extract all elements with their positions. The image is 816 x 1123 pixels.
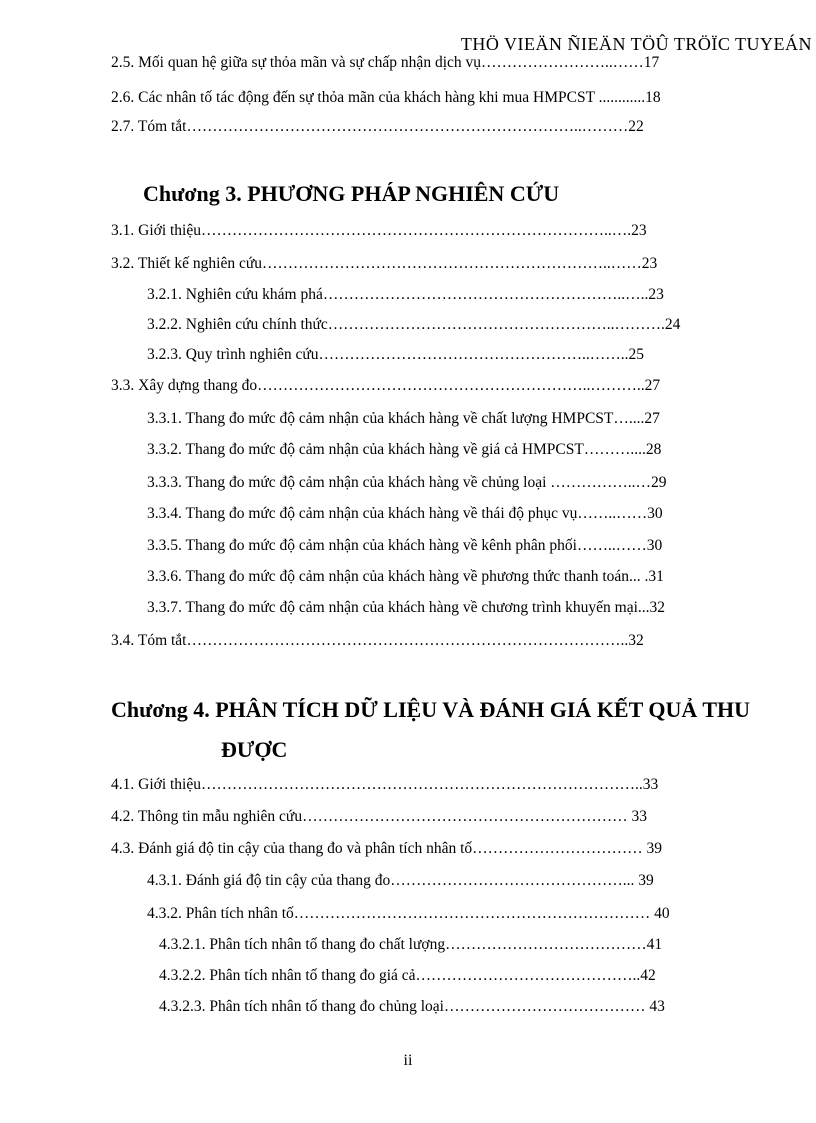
chapter-3-heading: Chương 3. PHƯƠNG PHÁP NGHIÊN CỨU <box>143 181 560 206</box>
toc-entry-3-1: 3.1. Giới thiệu……………………………………………………………………..….23 <box>111 222 647 239</box>
toc-entry-4-1: 4.1. Giới thiệu…………………………………………………………………………..33 <box>111 776 659 793</box>
toc-entry-3-3-1: 3.3.1. Thang đo mức độ cảm nhận của khách hàng về chất lượng HMPCST…....27 <box>147 410 660 427</box>
toc-entry-4-3: 4.3. Đánh giá độ tin cậy của thang đo và phân tích nhân tố…………………………… 39 <box>111 840 663 857</box>
toc-entry-3-3-7: 3.3.7. Thang đo mức độ cảm nhận của khách hàng về chương trình khuyến mại...32 <box>147 599 666 616</box>
page-number: ii <box>403 1052 413 1069</box>
chapter-4-heading-line2: ĐƯỢC <box>221 737 288 762</box>
toc-entry-3-2-2: 3.2.2. Nghiên cứu chính thức………………………………………………..……….24 <box>147 316 681 333</box>
toc-entry-3-2-3: 3.2.3. Quy trình nghiên cứu……………………………………………..……..25 <box>147 346 645 363</box>
toc-entry-4-3-2-1: 4.3.2.1. Phân tích nhân tố thang đo chất lượng…………………………………41 <box>159 936 663 953</box>
toc-entry-4-3-2-2: 4.3.2.2. Phân tích nhân tố thang đo giá cả……………………………………..42 <box>159 967 656 984</box>
header-watermark: THÖ VIEÄN ÑIEÄN TÖÛ TRÖÏC TUYEÁN <box>460 34 812 54</box>
toc-entry-4-3-2: 4.3.2. Phân tích nhân tố…………………………………………………………… 40 <box>147 905 670 922</box>
toc-entry-3-3-6: 3.3.6. Thang đo mức độ cảm nhận của khách hàng về phương thức thanh toán... .31 <box>147 568 664 585</box>
toc-entry-2-6: 2.6. Các nhân tố tác động đến sự thỏa mãn của khách hàng khi mua HMPCST ............18 <box>111 89 661 106</box>
toc-entry-4-3-2-3: 4.3.2.3. Phân tích nhân tố thang đo chủng loại………………………………… 43 <box>159 998 665 1015</box>
toc-entry-3-3-2: 3.3.2. Thang đo mức độ cảm nhận của khách hàng về giá cả HMPCST………....28 <box>147 441 662 458</box>
toc-entry-3-4: 3.4. Tóm tắt…………………………………………………………………………..32 <box>111 632 644 649</box>
toc-entry-3-3: 3.3. Xây dựng thang đo………………………………………………………..………..27 <box>111 377 661 394</box>
toc-entry-3-3-4: 3.3.4. Thang đo mức độ cảm nhận của khách hàng về thái độ phục vụ……..……30 <box>147 505 663 522</box>
toc-entry-2-7: 2.7. Tóm tắt…………………………………………………………………..………22 <box>111 118 644 135</box>
toc-entry-3-2-1: 3.2.1. Nghiên cứu khám phá…………………………………………………..…..23 <box>147 286 664 303</box>
toc-entry-4-3-1: 4.3.1. Đánh giá độ tin cậy của thang đo………………………………………... 39 <box>147 872 654 889</box>
toc-entry-3-3-5: 3.3.5. Thang đo mức độ cảm nhận của khách hàng về kênh phân phối……..……30 <box>147 537 663 554</box>
toc-entry-3-2: 3.2. Thiết kế nghiên cứu…………………………………………………………..……23 <box>111 255 658 272</box>
toc-entry-4-2: 4.2. Thông tin mẫu nghiên cứu……………………………………………………… 33 <box>111 808 647 825</box>
toc-entry-2-5: 2.5. Mối quan hệ giữa sự thỏa mãn và sự chấp nhận dịch vụ……………………..……17 <box>111 54 660 71</box>
toc-entry-3-3-3: 3.3.3. Thang đo mức độ cảm nhận của khách hàng về chủng loại ……………..…29 <box>147 474 667 491</box>
chapter-4-heading-line1: Chương 4. PHÂN TÍCH DỮ LIỆU VÀ ĐÁNH GIÁ KẾT QUẢ THU <box>111 697 751 722</box>
